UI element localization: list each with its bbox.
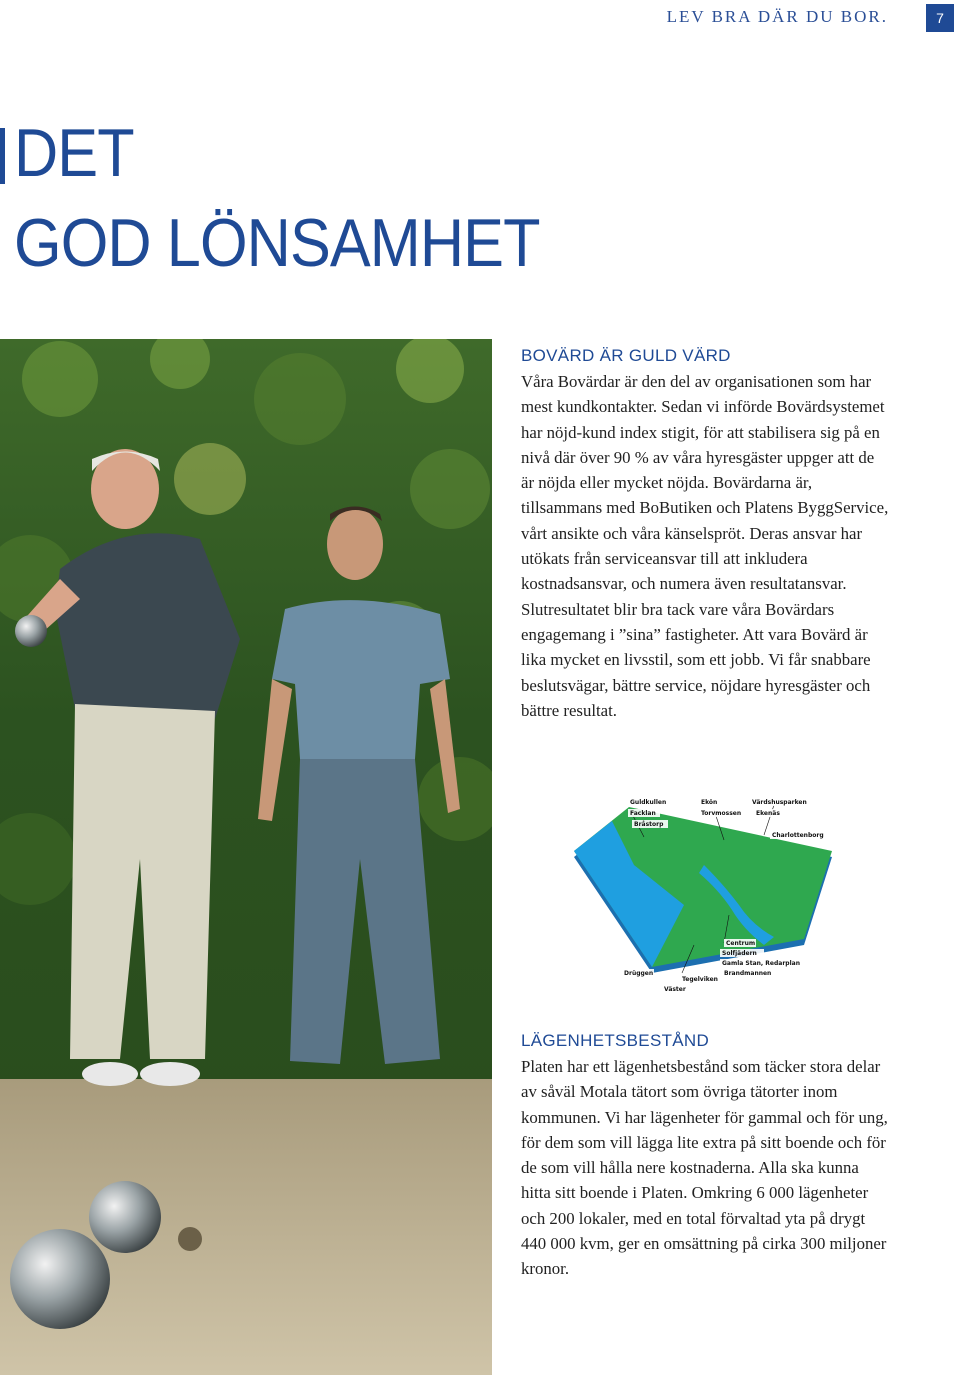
map-label: Väster — [664, 986, 686, 993]
section-body: Platen har ett lägenhetsbestånd som täcker stora delar av såväl Motala tätort som övriga tätorter inom kommunen. Vi har lägenheter för gammal och för ung, för dem som vill lägga lite extra på sitt boende och för de som vill hålla nere kostnaderna. Alla ska kunna hitta sitt boende i Platen. Omkring 6 000 lägenheter och 200 lokaler, med en total förvaltad yta på drygt 440 000 kvm, ger en omsättning på cirka 300 miljoner kronor. — [521, 1057, 888, 1279]
boule-players-photo — [0, 339, 492, 1375]
section-heading: LÄGENHETSBESTÅND — [521, 1031, 710, 1050]
map-label: Värdshusparken — [752, 799, 807, 806]
section-lagenhetsbestand — [521, 1031, 891, 1282]
map-label: Bråstorp — [634, 821, 664, 828]
map-label: Tegelviken — [682, 976, 718, 983]
map-label: Ekön — [701, 799, 718, 806]
map-label: Solfjädern — [722, 950, 757, 957]
map-label: Centrum — [726, 940, 756, 947]
map-label: Facklan — [630, 810, 656, 817]
map-label: Ekenäs — [756, 810, 780, 817]
map-label: Brandmannen — [724, 970, 772, 977]
map-label: Torvmossen — [701, 810, 742, 817]
section-body: Våra Bovärdar är den del av organisationen som har mest kundkontakter. Sedan vi införde Bovärdsystemet har nöjd-kund index stigit, för att stabilisera sig på en nivå där över 90 % av våra hyresgäster uppger att de är nöjda eller mycket nöjda. Bovärdarna är, tillsammans med BoButiken och Platens ByggService, vårt ansikte och våra känselspröt. Deras ansvar har utökats från serviceansvar till att inkludera kostnadsansvar, och numera även resultatansvar. Slutresultatet blir bra tack vare våra Bovärdars engagemang i ”sina” fastigheter. Att vara Bovärd är lika mycket en livsstil, som ett jobb. Vi får snabbare beslutsvägar, bättre service, nöjdare hyresgäster och bättre resultat. — [521, 372, 889, 720]
map-label: Drüggen — [624, 970, 654, 977]
running-title: LEV BRA DÄR DU BOR. — [666, 7, 888, 26]
map-label: Charlottenborg — [772, 832, 824, 839]
motala-district-map — [574, 795, 836, 995]
headline-accent-bar — [0, 128, 5, 184]
page-headline — [14, 108, 540, 288]
map-label: Gamla Stan, Redarplan — [722, 960, 800, 967]
section-heading: BOVÄRD ÄR GULD VÄRD — [521, 346, 731, 365]
headline-line-1: DET — [14, 115, 134, 191]
headline-line-2: GOD LÖNSAMHET — [14, 205, 540, 281]
section-bovard — [521, 346, 891, 723]
page-number-badge: 7 — [926, 4, 954, 32]
map-label: Guldkullen — [630, 799, 667, 806]
